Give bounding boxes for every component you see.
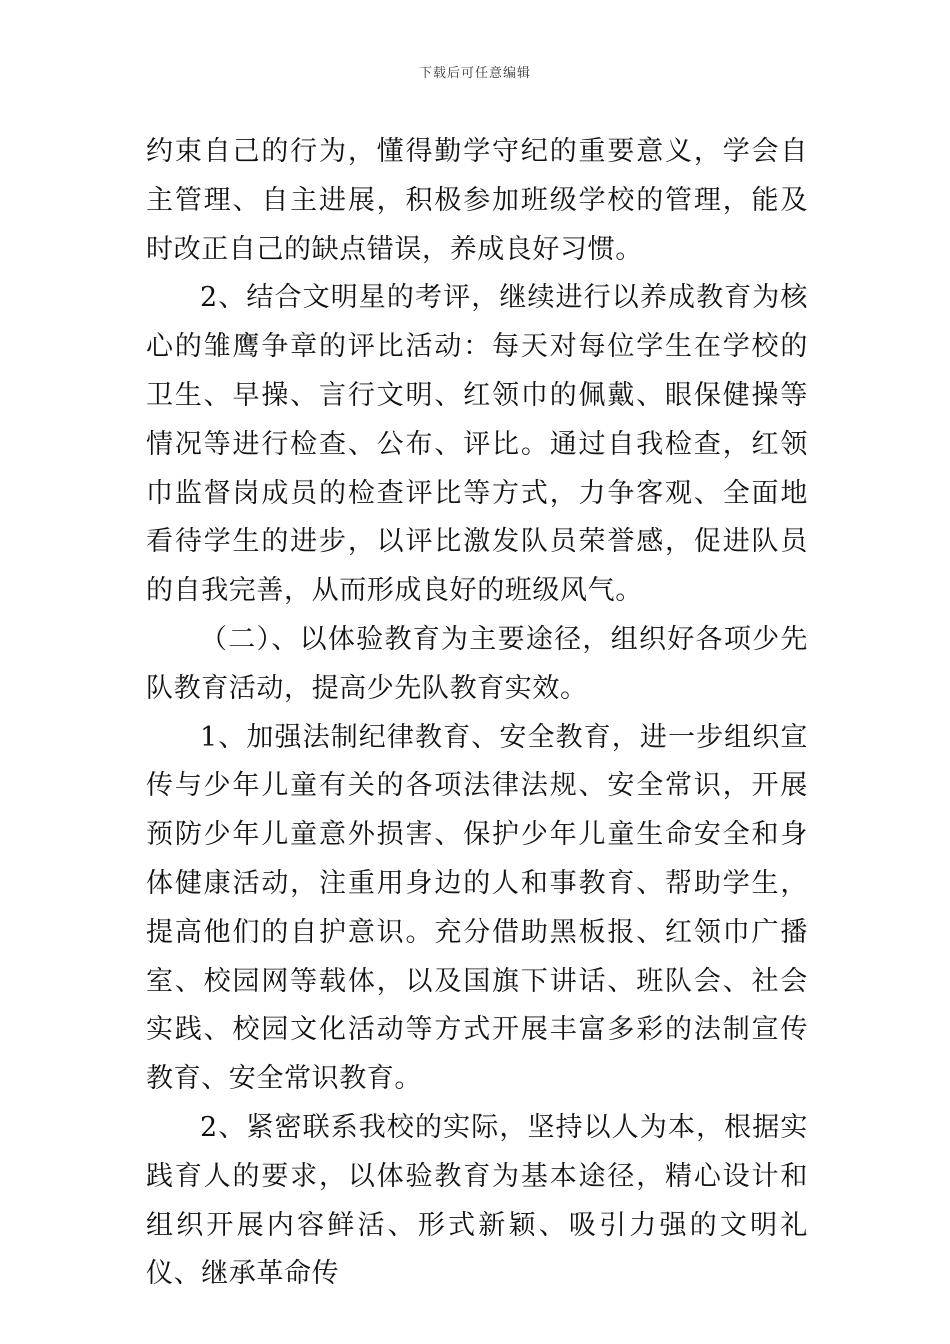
document-body [146, 128, 808, 1299]
paragraph-continuation: 约束自己的行为，懂得勤学守纪的重要意义，学会自主管理、自主进展，积极参加班级学校的管理，能及时改正自己的缺点错误，养成良好习惯。 [146, 136, 808, 265]
paragraph-item-1-legal-education: 1、加强法制纪律教育、安全教育，进一步组织宣传与少年儿童有关的各项法律法规、安全常识，开展预防少年儿童意外损害、保护少年儿童生命安全和身体健康活动，注重用身边的人和事教育、帮助学生，提高他们的自护意识。充分借助黑板报、红领巾广播室、校园网等载体，以及国旗下讲话、班队会、社会实践、校园文化活动等方式开展丰富多彩的法制宣传教育、安全常识教育。 [146, 721, 808, 1095]
page-header: 下载后可任意编辑 [418, 66, 531, 81]
paragraph-section-2-heading: （二）、以体验教育为主要途径，组织好各项少先队教育活动，提高少先队教育实效。 [146, 623, 808, 704]
paragraph-item-2-practice: 2、紧密联系我校的实际，坚持以人为本，根据实践育人的要求，以体验教育为基本途径，精心设计和组织开展内容鲜活、形式新颖、吸引力强的文明礼仪、继承革命传 [146, 1111, 808, 1290]
paragraph-item-2-evaluation: 2、结合文明星的考评，继续进行以养成教育为核心的雏鹰争章的评比活动：每天对每位学生在学校的卫生、早操、言行文明、红领巾的佩戴、眼保健操等情况等进行检查、公布、评比。通过自我检查，红领巾监督岗成员的检查评比等方式，力争客观、全面地看待学生的进步，以评比激发队员荣誉感，促进队员的自我完善，从而形成良好的班级风气。 [146, 282, 808, 607]
